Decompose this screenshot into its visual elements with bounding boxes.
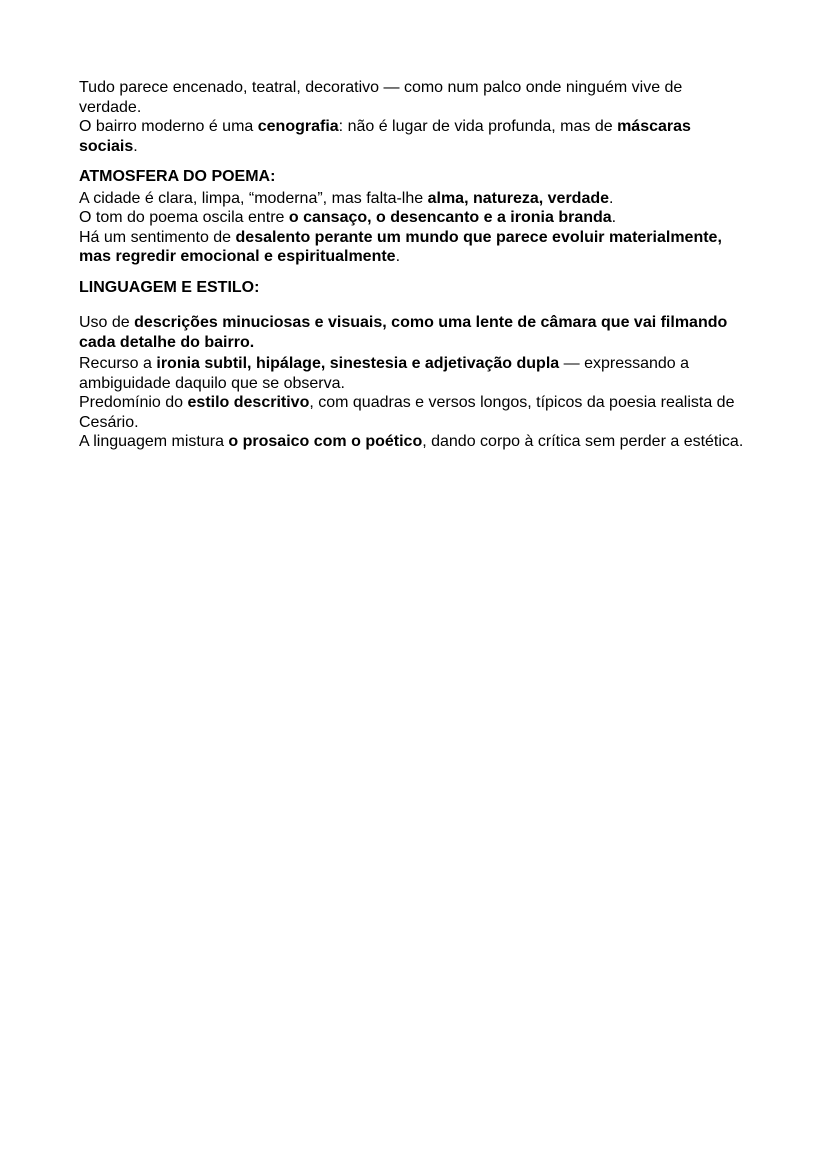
heading-linguagem: LINGUAGEM E ESTILO: xyxy=(79,278,260,296)
atmosfera-paragraph-feeling: Há um sentimento de desalento perante um mundo que parece evoluir materialmente, mas regredir emocional e espiritualmente. xyxy=(79,228,722,265)
linguagem-paragraph-devices: Recurso a ironia subtil, hipálage, sinestesia e adjetivação dupla — expressando a ambiguidade daquilo que se observa. xyxy=(79,355,690,392)
linguagem-paragraph-mix: A linguagem mistura o prosaico com o poético, dando corpo à crítica sem perder a estética. xyxy=(79,433,744,450)
atmosfera-paragraph-tone: O tom do poema oscila entre o cansaço, o desencanto e a ironia branda. xyxy=(79,209,617,226)
bold-term-cenografia: cenografia xyxy=(257,118,339,135)
linguagem-paragraph-descriptions: Uso de descrições minuciosas e visuais, como uma lente de câmara que vai filmando cada detalhe do bairro. xyxy=(79,314,728,351)
linguagem-paragraph-style: Predomínio do estilo descritivo, com quadras e versos longos, típicos da poesia realista de Cesário. xyxy=(79,394,735,431)
document-page xyxy=(79,78,747,452)
bold-term-mascaras-sociais: máscaras sociais xyxy=(79,118,691,155)
heading-atmosfera: ATMOSFERA DO POEMA: xyxy=(79,168,276,185)
atmosfera-paragraph-city: A cidade é clara, limpa, “moderna”, mas falta-lhe alma, natureza, verdade. xyxy=(79,189,614,207)
intro-paragraph-staged: Tudo parece encenado, teatral, decorativo — como num palco onde ninguém vive de verdade. xyxy=(79,79,683,116)
intro-paragraph-scenography: O bairro moderno é uma cenografia: não é lugar de vida profunda, mas de máscaras sociais. xyxy=(79,118,691,155)
